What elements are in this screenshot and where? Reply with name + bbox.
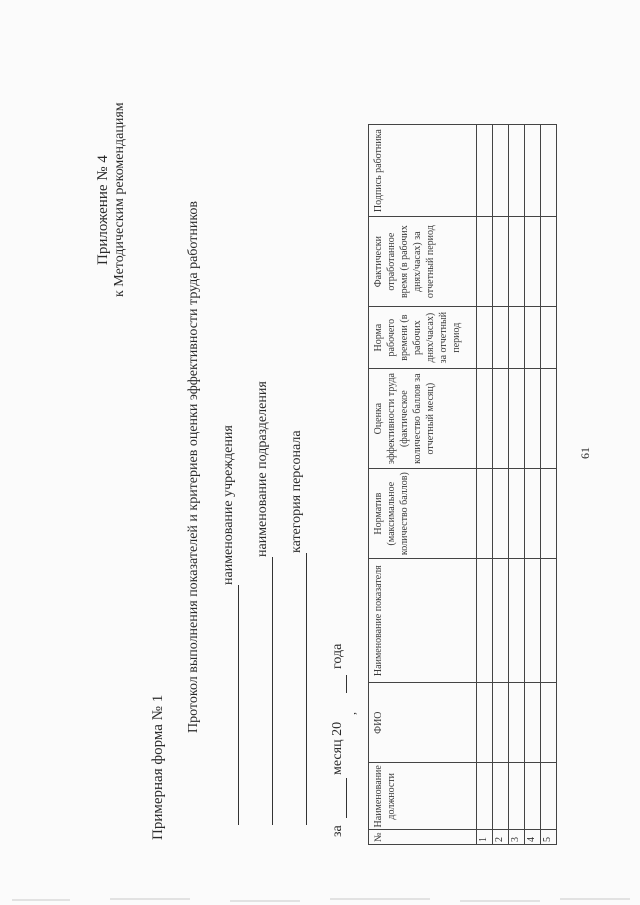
header-indicator: Наименование показателя [369, 559, 477, 683]
appendix-reference: к Методическим рекомендациям [112, 102, 127, 297]
header-fio: ФИО [369, 683, 477, 763]
period-prefix: за [330, 825, 345, 837]
row-number: 1 [477, 830, 493, 845]
header-num: № [369, 830, 477, 845]
row-number: 4 [525, 830, 541, 845]
period-comma: , [344, 712, 358, 715]
period-month-label: месяц 20 [330, 721, 345, 775]
row-number: 3 [509, 830, 525, 845]
department-caption: наименование подразделения [255, 381, 270, 557]
form-name: Примерная форма № 1 [150, 694, 166, 840]
period-year-label: года [330, 643, 345, 669]
institution-caption: наименование учреждения [221, 425, 236, 585]
category-caption: категория персонала [289, 430, 304, 553]
page-number: 61 [578, 447, 592, 459]
row-number: 2 [493, 830, 509, 845]
header-signature: Подпись работника [369, 125, 477, 217]
header-work-time-norm: Норма рабочего времени (в рабочих днях/часах) за отчетный период [369, 307, 477, 369]
header-efficiency-score: Оценка эффективности труда (фактическое количество баллов за отчетный месяц) [369, 369, 477, 469]
appendix-number: Приложение № 4 [95, 155, 111, 265]
header-actual-time: Фактически отработанное время (в рабочих днях/часах) за отчетный период [369, 217, 477, 307]
row-number: 5 [541, 830, 557, 845]
header-norm-points: Норматив (максимальное количество баллов) [369, 469, 477, 559]
document-title: Протокол выполнения показателей и критериев оценки эффективности труда работников [186, 200, 201, 733]
header-position: Наименование должности [369, 763, 477, 830]
